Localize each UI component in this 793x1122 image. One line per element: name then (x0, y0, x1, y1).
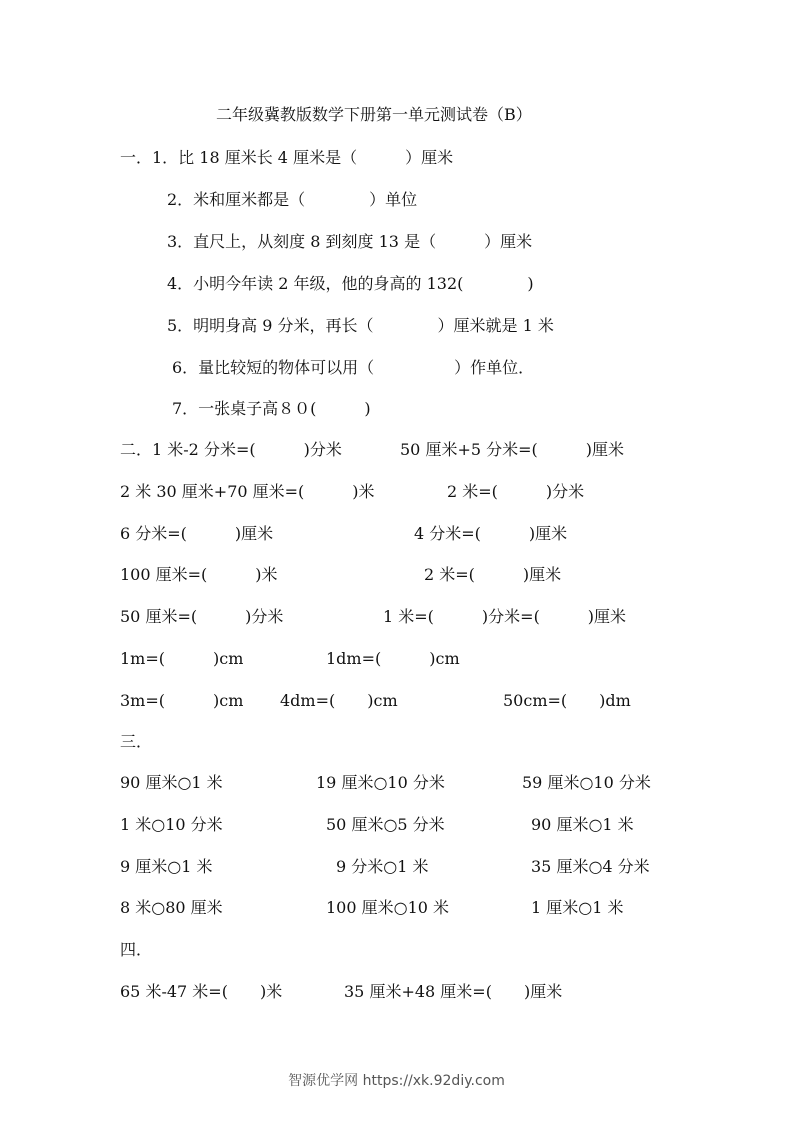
conversion-2b: 2 米=( )分米 (447, 482, 585, 501)
question-1-1: 一．1．比 18 厘米长 4 厘米是（ ）厘米 (120, 148, 454, 167)
conversion-6b: 1dm=( )cm (326, 649, 460, 668)
question-1-6: 6．量比较短的物体可以用（ ）作单位． (172, 358, 535, 377)
conversion-4a: 100 厘米=( )米 (120, 565, 278, 584)
conversion-3b: 4 分米=( )厘米 (414, 524, 568, 543)
section-4-heading: 四． (120, 940, 153, 959)
conversion-7a: 3m=( )cm (120, 691, 244, 710)
conversion-1b: 50 厘米+5 分米=( )厘米 (400, 440, 625, 459)
compare-3a: 9 厘米○1 米 (120, 857, 213, 876)
compare-4c: 1 厘米○1 米 (531, 898, 624, 917)
compare-4a: 8 米○80 厘米 (120, 898, 223, 917)
page-title: 二年级冀教版数学下册第一单元测试卷（B） (216, 105, 532, 124)
compare-2b: 50 厘米○5 分米 (326, 815, 445, 834)
calc-1b: 35 厘米+48 厘米=( )厘米 (344, 982, 563, 1001)
compare-1c: 59 厘米○10 分米 (522, 773, 651, 792)
conversion-2a: 2 米 30 厘米+70 厘米=( )米 (120, 482, 375, 501)
conversion-1a: 二．1 米-2 分米=( )分米 (120, 440, 342, 459)
compare-3b: 9 分米○1 米 (336, 857, 429, 876)
question-1-5: 5．明明身高 9 分米，再长（ ）厘米就是 1 米 (167, 316, 554, 335)
conversion-4b: 2 米=( )厘米 (424, 565, 562, 584)
footer-watermark: 智源优学网 https://xk.92diy.com (288, 1073, 505, 1089)
compare-2a: 1 米○10 分米 (120, 815, 223, 834)
compare-2c: 90 厘米○1 米 (531, 815, 634, 834)
question-1-2: 2．米和厘米都是（ ）单位 (167, 190, 418, 209)
compare-1b: 19 厘米○10 分米 (316, 773, 445, 792)
question-1-7: 7．一张桌子高８０( ) (172, 399, 371, 418)
conversion-7c: 50cm=( )dm (503, 691, 631, 710)
compare-4b: 100 厘米○10 米 (326, 898, 450, 917)
conversion-3a: 6 分米=( )厘米 (120, 524, 274, 543)
question-1-3: 3．直尺上，从刻度 8 到刻度 13 是（ ）厘米 (167, 232, 533, 251)
question-1-4: 4．小明今年读 2 年级，他的身高的 132( ) (167, 274, 534, 293)
compare-3c: 35 厘米○4 分米 (531, 857, 650, 876)
calc-1a: 65 米-47 米=( )米 (120, 982, 283, 1001)
conversion-5a: 50 厘米=( )分米 (120, 607, 284, 626)
conversion-7b: 4dm=( )cm (280, 691, 398, 710)
conversion-6a: 1m=( )cm (120, 649, 244, 668)
section-3-heading: 三． (120, 732, 153, 751)
compare-1a: 90 厘米○1 米 (120, 773, 223, 792)
conversion-5b: 1 米=( )分米=( )厘米 (383, 607, 627, 626)
